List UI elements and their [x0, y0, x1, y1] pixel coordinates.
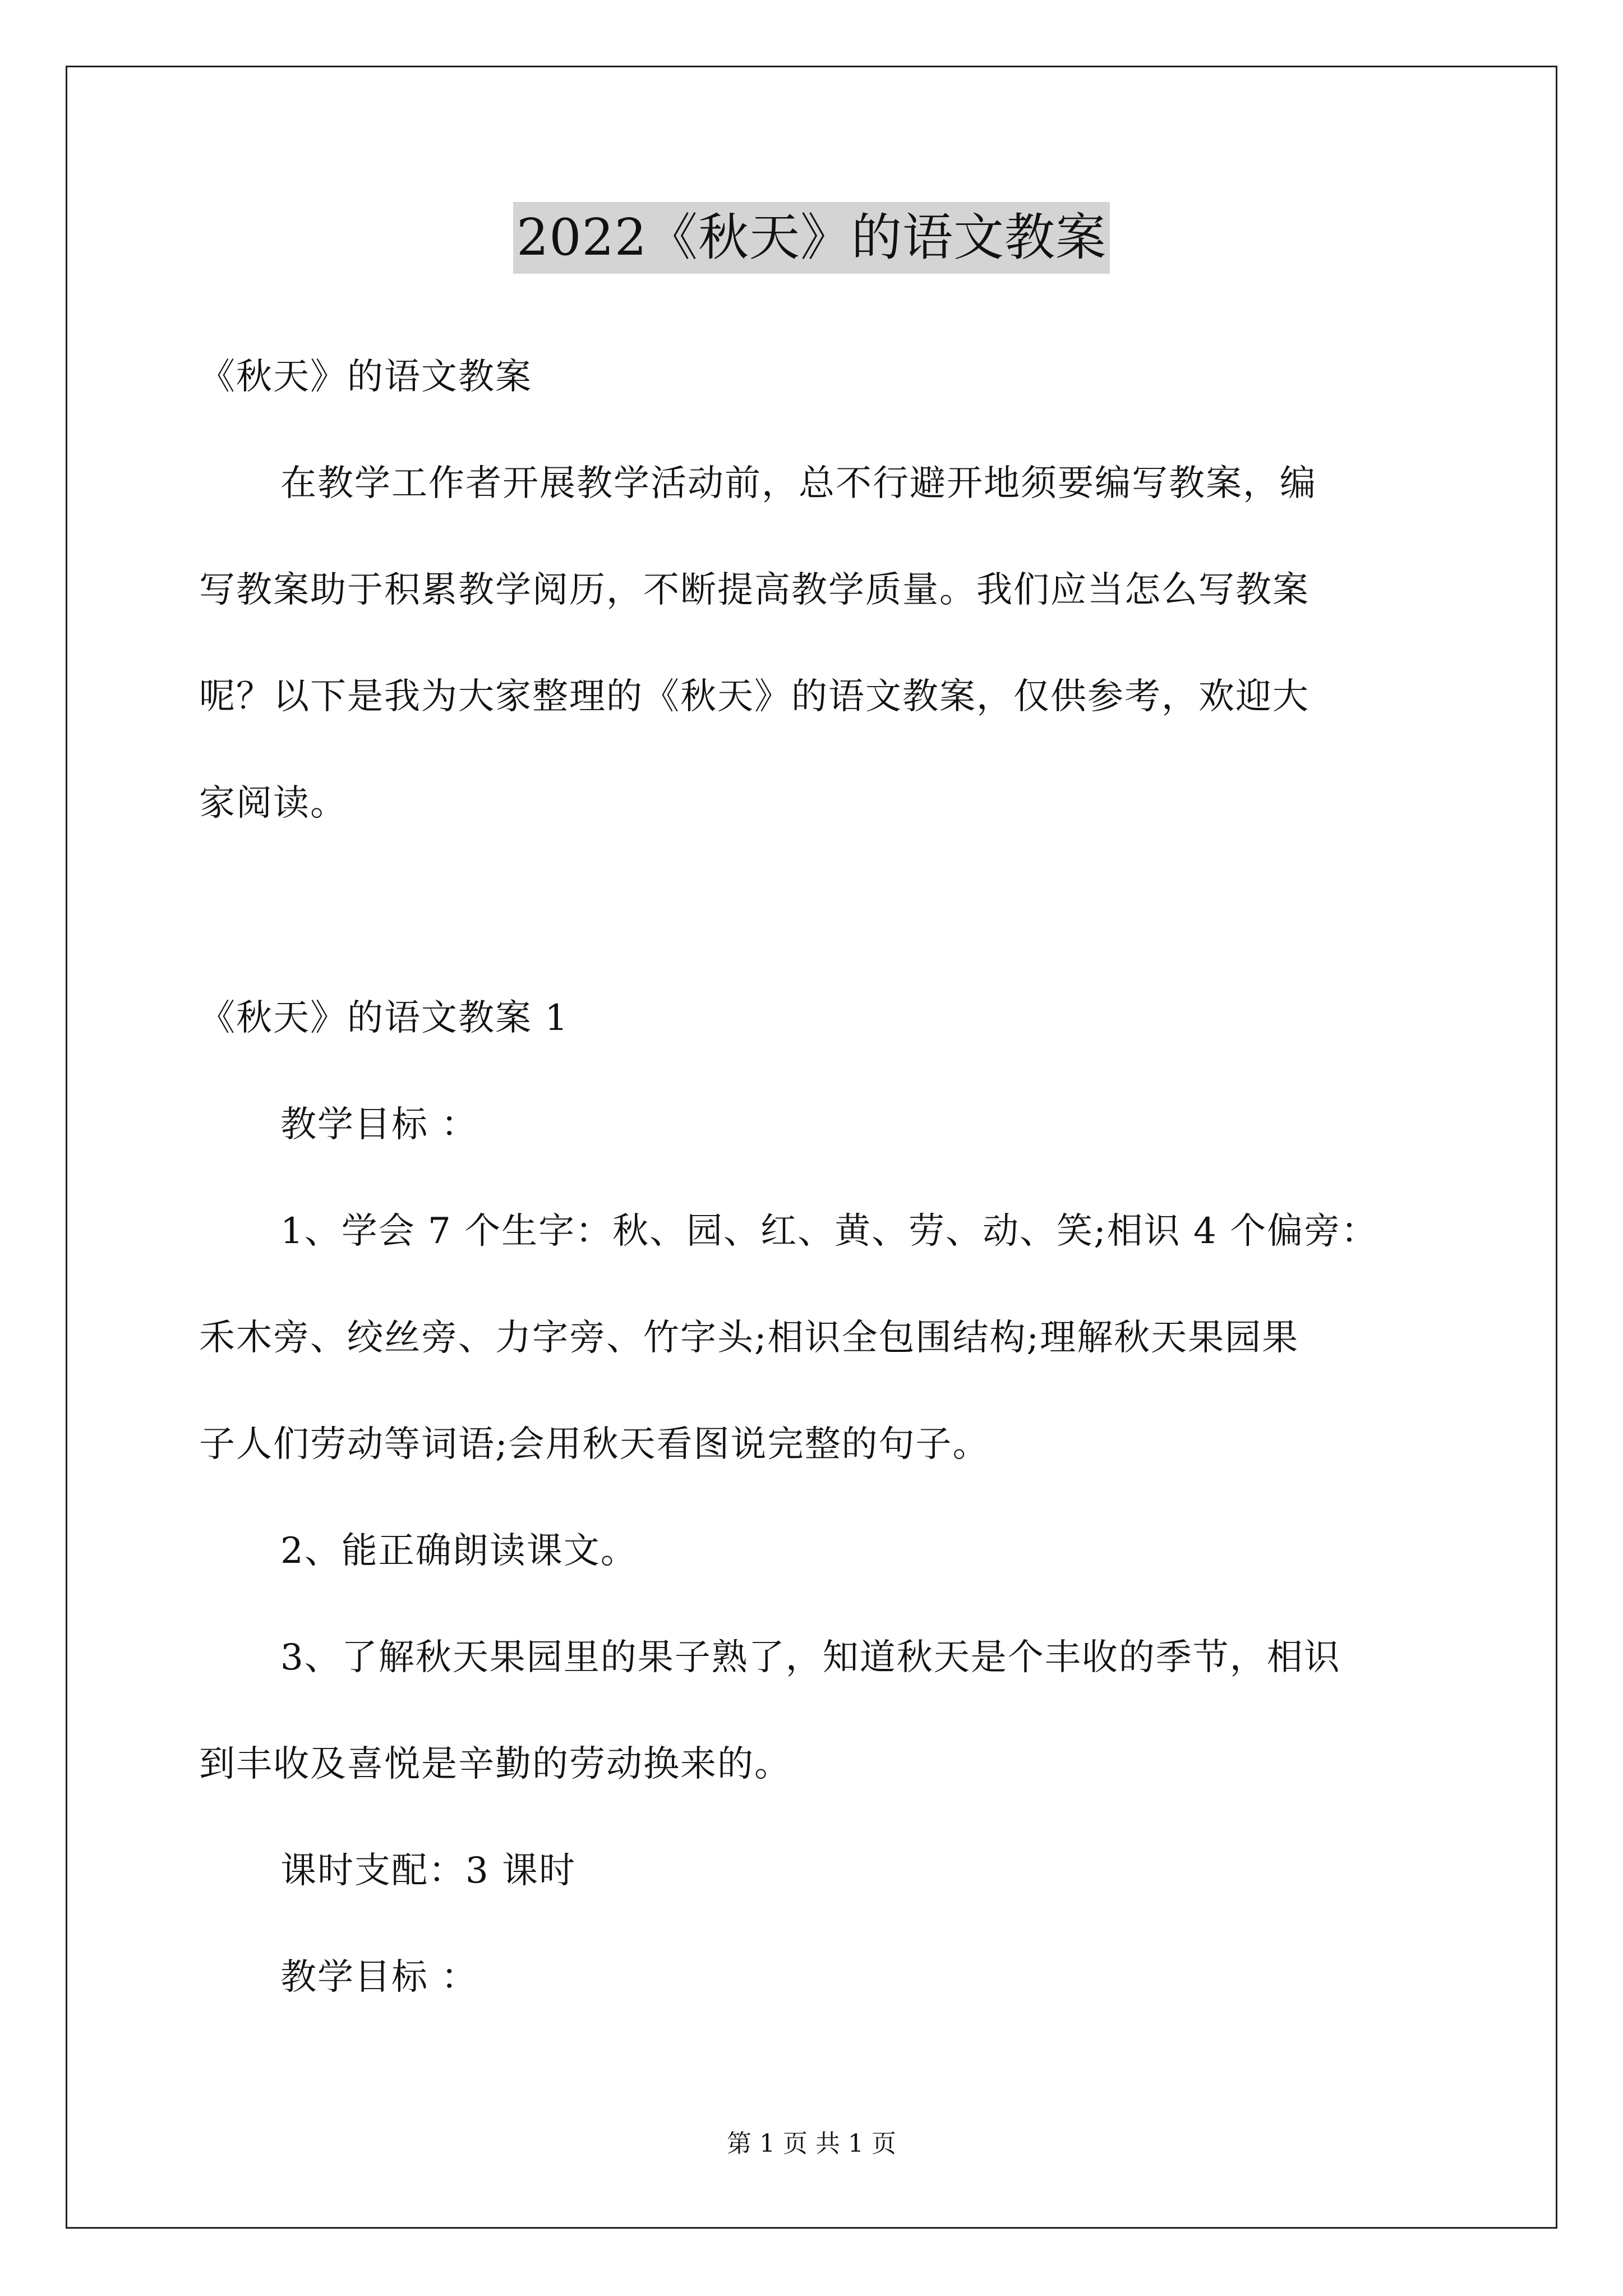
- section-heading: 《秋天》的语文教案 1: [199, 997, 569, 1039]
- goal-1-line-2: 禾木旁、绞丝旁、力字旁、竹字头;相识全包围结构;理解秋天果园果: [199, 1317, 1299, 1359]
- goal-3-line-1: 3、了解秋天果园里的果子熟了，知道秋天是个丰收的季节，相识: [280, 1637, 1341, 1678]
- intro-line-2: 写教案助于积累教学阅历，不断提高教学质量。我们应当怎么写教案: [199, 569, 1310, 611]
- goal-3-line-2: 到丰收及喜悦是辛勤的劳动换来的。: [199, 1743, 791, 1785]
- intro-line-4: 家阅读。: [199, 783, 347, 824]
- document-title: 2022《秋天》的语文教案: [513, 202, 1110, 274]
- goal-1-line-1: 1、学会 7 个生字：秋、园、红、黄、劳、动、笑;相识 4 个偏旁：: [280, 1211, 1378, 1252]
- document-subtitle: 《秋天》的语文教案: [199, 356, 532, 398]
- page-footer: [0, 2127, 1623, 2161]
- goal-2: 2、能正确朗读课文。: [280, 1530, 638, 1572]
- goals-label: 教学目标 ：: [280, 1104, 478, 1145]
- goal-1-line-3: 子人们劳动等词语;会用秋天看图说完整的句子。: [199, 1424, 990, 1465]
- page-number: 第 1 页 共 1 页: [727, 2129, 896, 2158]
- goals-label-2: 教学目标 ：: [280, 1957, 478, 1998]
- class-hours: 课时支配：3 课时: [280, 1850, 577, 1892]
- document-title-wrapper: [0, 202, 1623, 274]
- intro-line-1: 在教学工作者开展教学活动前，总不行避开地须要编写教案，编: [280, 463, 1317, 504]
- intro-line-3: 呢？以下是我为大家整理的《秋天》的语文教案，仅供参考，欢迎大: [199, 676, 1310, 717]
